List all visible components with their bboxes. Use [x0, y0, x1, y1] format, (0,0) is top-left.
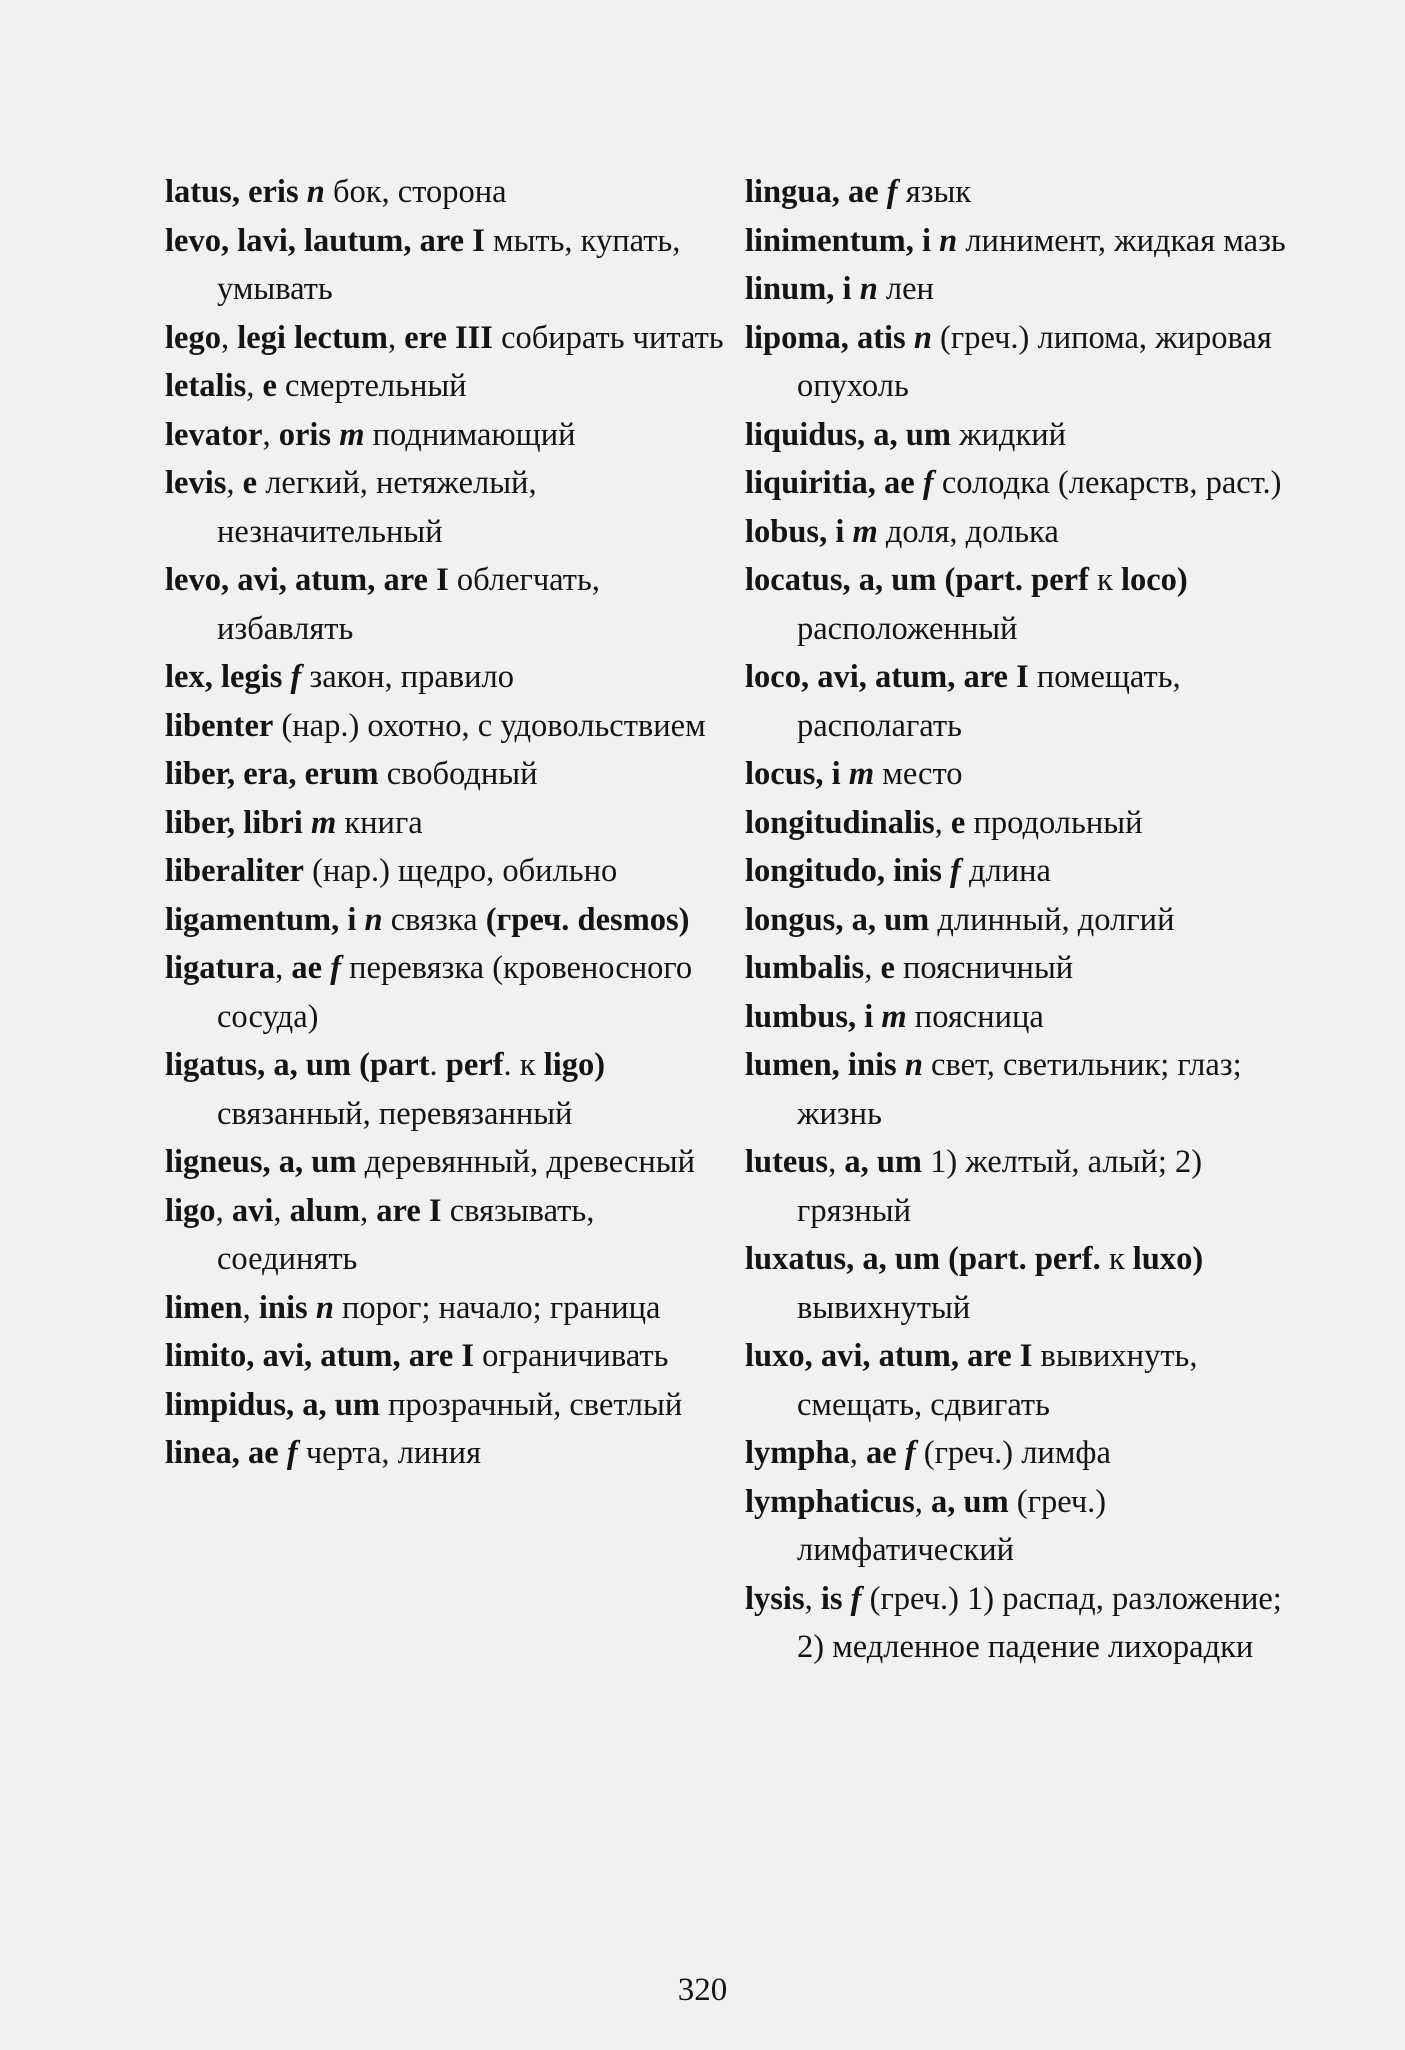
entry-translation: место — [874, 756, 963, 792]
entry-headword: legi lectum — [237, 319, 388, 356]
entry-headword: luteus — [745, 1144, 829, 1180]
entry-translation: вывихнуть, смещать, сдвигать — [797, 1338, 1198, 1423]
entry-translation: бок, сторона — [324, 174, 507, 210]
entry-translation: , — [220, 319, 238, 356]
entry-translation: к — [1088, 562, 1121, 598]
entry-translation: , — [849, 1435, 867, 1471]
dictionary-entry — [745, 799, 1305, 848]
entry-headword: luxatus, a, um (part. perf. — [745, 1241, 1101, 1277]
dictionary-entry — [745, 750, 1305, 799]
entry-translation: смертельный — [276, 368, 467, 404]
entry-translation: перевязка (кровеносного сосуда) — [217, 950, 693, 1035]
entry-translation: связывать, соединять — [217, 1192, 595, 1277]
entry-translation: , — [864, 950, 881, 986]
dictionary-entry — [165, 653, 725, 702]
dictionary-entry — [165, 1041, 725, 1138]
entry-translation: ограничивать — [474, 1338, 669, 1374]
entry-translation: к — [1100, 1241, 1133, 1277]
entry-headword: e — [950, 804, 966, 841]
entry-headword: m — [852, 513, 878, 550]
entry-translation: лен — [877, 271, 934, 307]
dictionary-entry — [165, 1284, 725, 1333]
entry-headword: limito, avi, atum, are I — [165, 1338, 475, 1374]
entry-headword: n — [315, 1289, 334, 1326]
entry-headword: lysis — [745, 1580, 805, 1617]
dictionary-entry — [165, 896, 725, 945]
entry-headword: oris — [278, 416, 340, 453]
entry-headword: lego — [165, 319, 221, 356]
dictionary-entry — [165, 459, 725, 556]
entry-translation: длинный, долгий — [929, 901, 1175, 938]
dictionary-entry — [745, 1332, 1305, 1429]
entry-translation: , — [387, 319, 405, 356]
entry-translation: (греч.) 1) распад, разложение; 2) медленное падение лихорадки — [797, 1580, 1282, 1665]
dictionary-entry — [165, 1187, 725, 1284]
entry-headword: ae — [866, 1435, 905, 1471]
entry-headword: n — [939, 222, 958, 259]
entry-headword: n — [859, 271, 878, 307]
entry-headword: perf — [437, 1047, 504, 1083]
entry-headword: f — [886, 174, 898, 210]
entry-translation: расположенный — [797, 610, 1018, 647]
entry-translation: язык — [897, 174, 972, 210]
entry-headword: limen — [165, 1289, 243, 1326]
entry-headword: longitudo, inis — [745, 853, 951, 889]
dictionary-entry — [165, 847, 725, 896]
entry-headword: f — [290, 659, 302, 695]
entry-headword: m — [339, 416, 365, 453]
entry-translation: , — [804, 1580, 821, 1617]
entry-translation: , — [226, 465, 243, 501]
entry-translation: поясничный — [894, 950, 1074, 986]
dictionary-entry — [745, 265, 1305, 314]
dictionary-entry — [745, 944, 1305, 993]
entry-translation: , — [275, 950, 292, 986]
entry-headword: levis — [165, 465, 227, 501]
entry-headword: linimentum, i — [745, 222, 940, 259]
entry-headword: locatus, a, um (part. perf — [745, 562, 1089, 598]
entry-translation: . — [503, 1047, 512, 1083]
entry-translation: порог; начало; граница — [333, 1289, 661, 1326]
dictionary-entry — [165, 411, 725, 460]
entry-headword: levo, lavi, lautum, are I — [165, 222, 485, 259]
dictionary-entry — [745, 217, 1305, 266]
entry-headword: liber, libri — [165, 804, 311, 841]
entry-translation: , — [215, 1192, 232, 1229]
entry-translation: поднимающий — [364, 416, 576, 453]
dictionary-entry — [165, 217, 725, 314]
entry-headword: lingua, ae — [745, 174, 887, 210]
entry-translation: солодка (лекарств, раст.) — [933, 465, 1282, 501]
entry-headword: ligneus, a, um — [165, 1144, 357, 1180]
entry-translation: деревянный, древесный — [356, 1144, 695, 1180]
dictionary-entry — [745, 1429, 1305, 1478]
entry-headword: (греч. desmos) — [485, 901, 690, 938]
dictionary-entry — [745, 993, 1305, 1042]
entry-headword: f — [286, 1435, 298, 1471]
entry-translation: черта, линия — [297, 1435, 482, 1471]
entry-translation: облегчать, избавлять — [217, 562, 600, 647]
entry-headword: lympha — [745, 1435, 850, 1471]
entry-headword: a, um — [931, 1483, 1009, 1520]
entry-headword: liquiritia, ae — [745, 465, 923, 501]
entry-headword: f — [950, 853, 961, 889]
page-number: 320 — [677, 1972, 728, 2008]
dictionary-entry — [745, 1138, 1305, 1235]
entry-translation: , — [273, 1192, 290, 1229]
dictionary-entry — [745, 1041, 1305, 1138]
dictionary-entry — [165, 944, 725, 1041]
entry-translation: книга — [336, 804, 423, 841]
entry-headword: ligamentum, i — [165, 901, 365, 938]
dictionary-entry — [745, 896, 1305, 945]
entry-headword: ere III — [404, 319, 493, 356]
entry-headword: locus, i — [745, 756, 849, 792]
entry-translation: связка — [382, 901, 486, 938]
entry-translation: связанный, перевязанный — [217, 1095, 573, 1132]
entry-headword: ligo — [165, 1192, 216, 1229]
entry-headword: lobus, i — [745, 513, 853, 550]
entry-headword: inis — [258, 1289, 316, 1326]
entry-translation: собирать читать — [492, 319, 724, 356]
entry-headword: linea, ae — [165, 1435, 287, 1471]
dictionary-entry — [745, 653, 1305, 750]
entry-headword: loco, avi, atum, are I — [745, 659, 1029, 695]
entry-headword: is — [820, 1580, 851, 1617]
entry-headword: ligatus, a, um (part — [165, 1047, 430, 1083]
entry-translation: мыть, купать, умывать — [217, 222, 681, 307]
entry-translation: (нар.) охотно, с удовольствием — [273, 707, 706, 744]
entry-headword: linum, i — [745, 271, 860, 307]
entry-translation: . — [429, 1047, 438, 1083]
entry-translation: , — [262, 416, 279, 453]
entry-headword: liber, era, erum — [165, 756, 379, 792]
entry-headword: longus, a, um — [745, 901, 930, 938]
entry-headword: are I — [376, 1192, 442, 1229]
entry-translation: доля, долька — [877, 513, 1059, 550]
entry-translation: , — [828, 1144, 845, 1180]
entry-headword: m — [848, 756, 875, 792]
entry-headword: libenter — [165, 707, 274, 744]
entry-headword: lex, legis — [165, 659, 291, 695]
entry-translation: (греч.) лимфатический — [797, 1483, 1107, 1568]
entry-headword: n — [306, 174, 325, 210]
dictionary-entry — [165, 168, 725, 217]
dictionary-entry — [745, 168, 1305, 217]
entry-headword: alum — [289, 1192, 361, 1229]
entry-translation: свободный — [378, 756, 538, 792]
entry-headword: e — [242, 465, 258, 501]
entry-translation: помещать, располагать — [797, 659, 1181, 744]
dictionary-entry — [165, 1138, 725, 1187]
entry-headword: ligatura — [165, 950, 276, 986]
entry-headword: lumbalis — [745, 950, 865, 986]
dictionary-entry — [165, 1381, 725, 1430]
entry-translation: , — [934, 804, 951, 841]
entry-translation: закон, правило — [301, 659, 514, 695]
entry-translation: (греч.) липома, жировая опухоль — [797, 319, 1272, 404]
entry-headword: lumbus, i — [745, 998, 882, 1035]
entry-headword: loco) — [1120, 562, 1188, 598]
dictionary-entry — [165, 1332, 725, 1381]
dictionary-entry — [165, 799, 725, 848]
dictionary-entry — [165, 750, 725, 799]
entry-headword: lumen, inis — [745, 1047, 905, 1083]
entry-headword: n — [913, 319, 932, 356]
entry-headword: m — [881, 998, 907, 1035]
entry-translation: (нар.) щедро, обильно — [303, 853, 618, 889]
dictionary-entry — [745, 1478, 1305, 1575]
entry-translation: , — [246, 368, 263, 404]
entry-translation: свет, светильник; глаз; жизнь — [797, 1047, 1242, 1132]
dictionary-entry — [745, 1575, 1305, 1672]
entry-headword: lipoma, atis — [745, 319, 914, 356]
entry-headword: levo, avi, atum, are I — [165, 562, 449, 598]
entry-translation: поясница — [906, 998, 1044, 1035]
entry-headword: n — [904, 1047, 923, 1083]
dictionary-entry — [165, 362, 725, 411]
left-column — [165, 168, 725, 1478]
entry-headword: luxo) — [1132, 1241, 1204, 1277]
dictionary-entry — [745, 314, 1305, 411]
entry-translation: вывихнутый — [797, 1289, 971, 1326]
entry-translation: длина — [960, 853, 1051, 889]
entry-headword: ae — [291, 950, 331, 986]
dictionary-entry — [165, 556, 725, 653]
entry-translation: продольный — [965, 804, 1143, 841]
entry-translation: линимент, жидкая мазь — [957, 222, 1286, 259]
entry-headword: f — [330, 950, 342, 986]
entry-headword: limpidus, a, um — [165, 1386, 380, 1423]
entry-headword: f — [922, 465, 934, 501]
entry-headword: luxo, avi, atum, are I — [745, 1338, 1033, 1374]
entry-headword: e — [262, 368, 277, 404]
entry-translation: , — [360, 1192, 377, 1229]
dictionary-entry — [745, 556, 1305, 653]
entry-translation: к — [511, 1047, 544, 1083]
entry-headword: levator — [165, 416, 263, 453]
entry-translation: жидкий — [950, 416, 1067, 453]
dictionary-entry — [165, 314, 725, 363]
entry-headword: n — [364, 901, 383, 938]
entry-headword: latus, eris — [165, 174, 307, 210]
entry-headword: liberaliter — [165, 853, 304, 889]
dictionary-entry — [165, 702, 725, 751]
entry-translation: , — [242, 1289, 259, 1326]
entry-headword: a, um — [844, 1144, 922, 1180]
entry-headword: letalis — [165, 368, 247, 404]
right-column — [745, 168, 1305, 1672]
dictionary-entry — [745, 411, 1305, 460]
entry-translation: прозрачный, светлый — [379, 1386, 683, 1423]
entry-headword: m — [310, 804, 337, 841]
entry-translation: легкий, нетяжелый, незначительный — [217, 465, 537, 550]
entry-headword: f — [904, 1435, 916, 1471]
entry-headword: longitudinalis — [745, 804, 935, 841]
dictionary-entry — [165, 1429, 725, 1478]
entry-translation: (греч.) лимфа — [915, 1435, 1111, 1471]
entry-headword: avi — [231, 1192, 274, 1229]
entry-headword: lymphaticus — [745, 1483, 915, 1520]
entry-headword: f — [850, 1580, 862, 1617]
entry-headword: liquidus, a, um — [745, 416, 951, 453]
entry-translation: , — [914, 1483, 932, 1520]
dictionary-entry — [745, 508, 1305, 557]
entry-headword: e — [880, 950, 895, 986]
entry-headword: ligo) — [543, 1047, 606, 1083]
entry-translation: 1) желтый, алый; 2) грязный — [797, 1144, 1203, 1229]
dictionary-entry — [745, 459, 1305, 508]
dictionary-entry — [745, 1235, 1305, 1332]
dictionary-entry — [745, 847, 1305, 896]
